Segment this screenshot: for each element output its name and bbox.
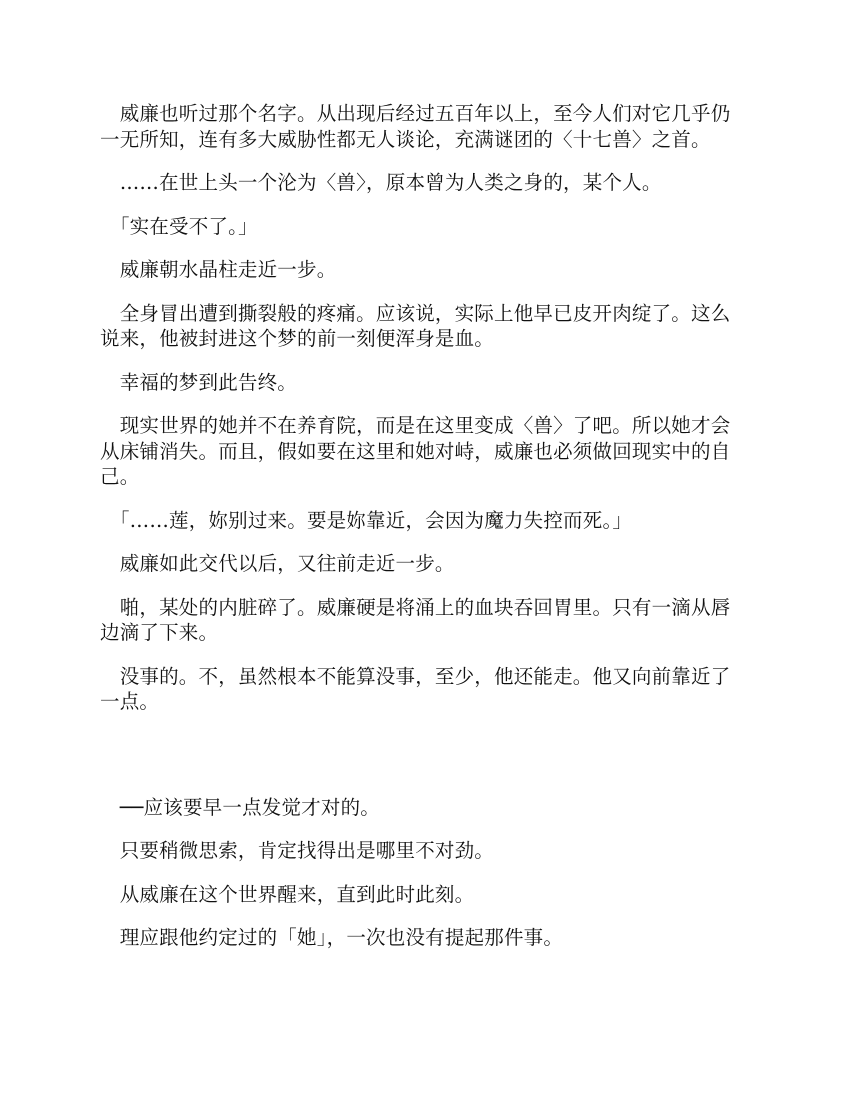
paragraph: 威廉也听过那个名字。从出现后经过五百年以上，至今人们对它几乎仍一无所知，连有多大威胁性都无人谈论，充满谜团的〈十七兽〉之首。: [100, 102, 731, 151]
paragraph: 威廉朝水晶柱走近一步。: [100, 258, 337, 281]
paragraph: 没事的。不，虽然根本不能算没事，至少，他还能走。他又向前靠近了一点。: [100, 664, 731, 713]
document-body: [100, 101, 750, 969]
paragraph: 从威廉在这个世界醒来，直到此时此刻。: [100, 882, 475, 906]
paragraph: 幸福的梦到此告终。: [100, 370, 298, 394]
paragraph: 「……莲，妳别过来。要是妳靠近，会因为魔力失控而死。」: [100, 508, 633, 532]
paragraph: 现实世界的她并不在养育院，而是在这里变成〈兽〉了吧。所以她才会从床铺消失。而且，假如要在这里和她对峙，威廉也必须做回现实中的自己。: [100, 414, 731, 488]
paragraph: ……在世上头一个沦为〈兽〉，原本曾为人类之身的，某个人。: [100, 171, 662, 194]
section-break: [100, 733, 750, 795]
paragraph: ──应该要早一点发觉才对的。: [100, 795, 380, 819]
paragraph: 啪，某处的内脏碎了。威廉硬是将涌上的血块吞回胃里。只有一滴从唇边滴了下来。: [100, 595, 731, 644]
paragraph: 全身冒出遭到撕裂般的疼痛。应该说，实际上他早已皮开肉绽了。这么说来，他被封进这个梦的前一刻便浑身是血。: [100, 301, 731, 350]
paragraph: 威廉如此交代以后，又往前走近一步。: [100, 552, 455, 575]
paragraph: 理应跟他约定过的「她」，一次也没有提起那件事。: [100, 926, 564, 949]
paragraph: 「实在受不了。」: [100, 214, 258, 238]
paragraph: 只要稍微思索，肯定找得出是哪里不对劲。: [100, 839, 495, 862]
